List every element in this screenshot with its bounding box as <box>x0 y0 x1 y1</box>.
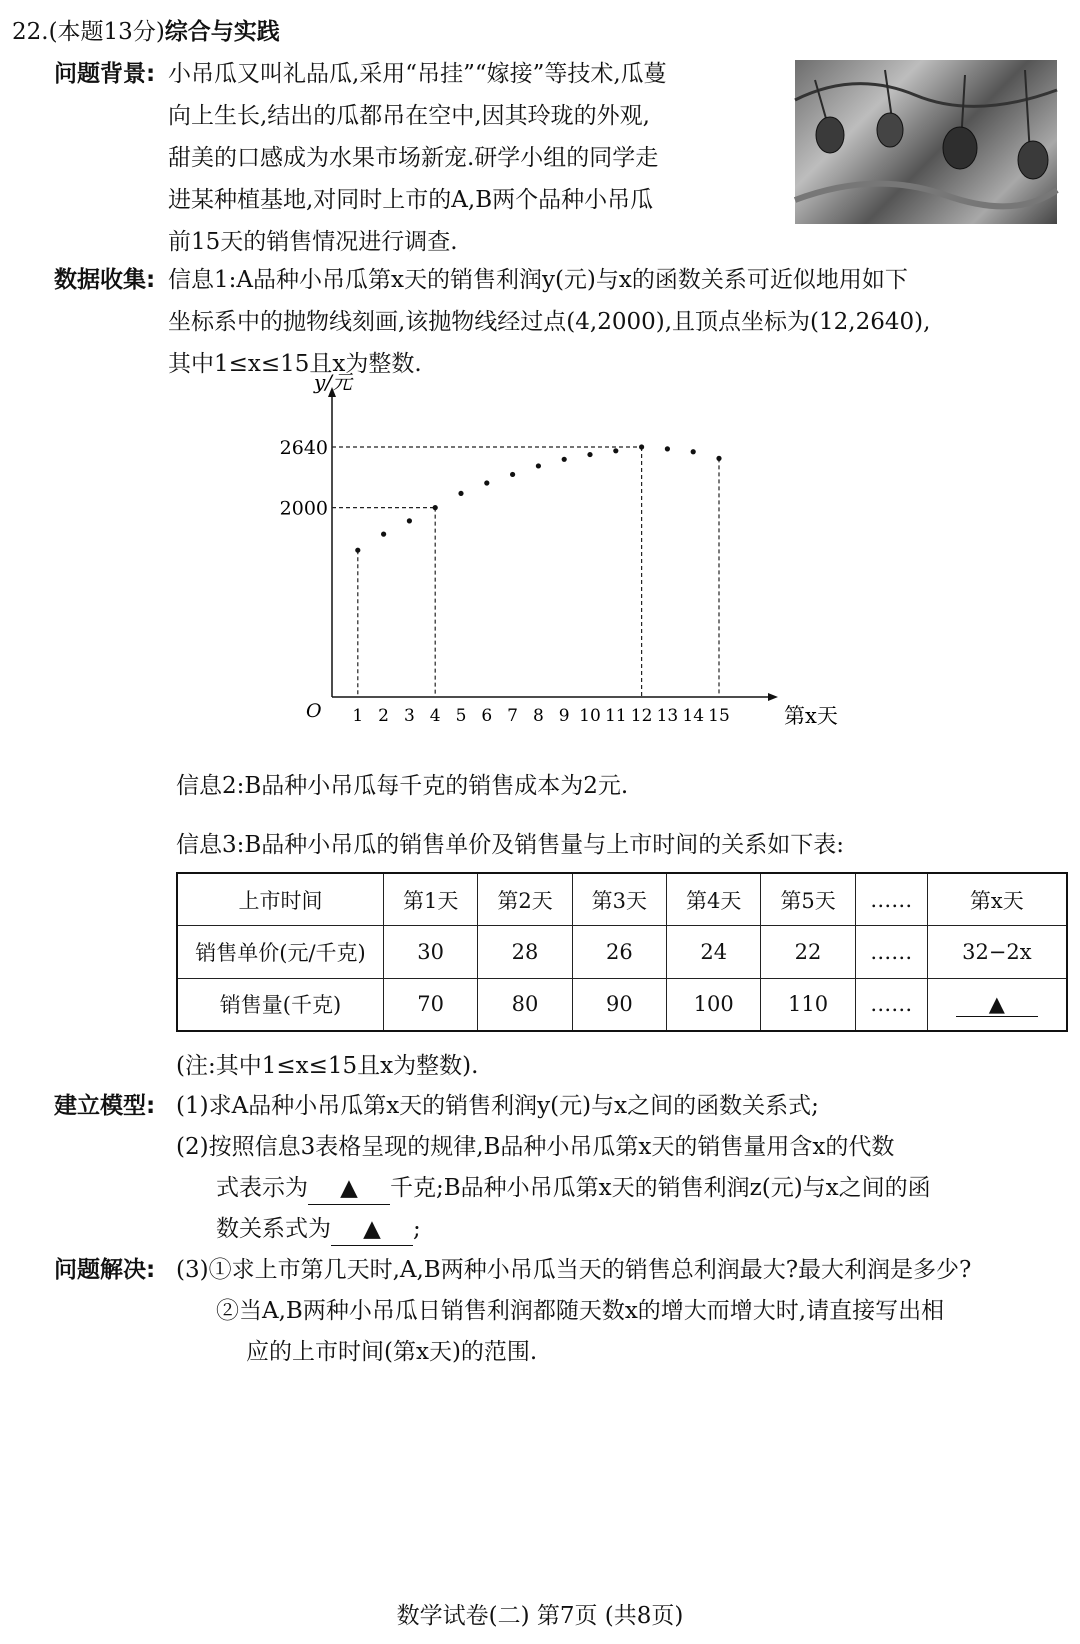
table-cell: 销售量(千克) <box>177 978 384 1031</box>
x-axis-arrow <box>768 693 778 701</box>
q2-text: 式表示为 <box>216 1175 308 1201</box>
y-axis-label: y/元 <box>314 370 353 394</box>
data-point <box>510 472 515 477</box>
table-header-row <box>177 873 1067 926</box>
x-tick-label: 12 <box>630 706 653 726</box>
x-tick-label: 1 <box>352 706 364 726</box>
table-cell: 第x天 <box>927 873 1067 926</box>
table-row <box>177 926 1067 978</box>
question-points: (本题13分) <box>48 19 165 45</box>
background-line: 进某种植基地,对同时上市的A,B两个品种小吊瓜 <box>168 187 654 213</box>
info2-text: 信息2:B品种小吊瓜每千克的销售成本为2元. <box>176 773 629 799</box>
question-title: 综合与实践 <box>164 19 280 45</box>
q3-line1: (3)①求上市第几天时,A,B两种小吊瓜当天的销售总利润最大?最大利润是多少? <box>176 1257 972 1283</box>
table-note: (注:其中1≤x≤15且x为整数). <box>176 1053 479 1079</box>
q2-text: 数关系式为 <box>216 1216 331 1242</box>
table-cell: 第1天 <box>384 873 478 926</box>
x-tick-label: 4 <box>429 706 441 726</box>
table-cell: 第3天 <box>572 873 666 926</box>
data-point <box>716 456 721 461</box>
info1-line: 信息1:A品种小吊瓜第x天的销售利润y(元)与x的函数关系可近似地用如下 <box>168 267 908 293</box>
data-point <box>587 452 592 457</box>
data-point <box>639 444 644 449</box>
x-tick-label: 6 <box>481 706 493 726</box>
data-point <box>562 457 567 462</box>
info1-line: 坐标系中的抛物线刻画,该抛物线经过点(4,2000),且顶点坐标为(12,2640), <box>168 309 931 335</box>
table-cell: 第2天 <box>478 873 572 926</box>
table-cell: …… <box>855 873 927 926</box>
table-cell: 30 <box>384 926 478 978</box>
data-point <box>536 463 541 468</box>
data-point <box>613 448 618 453</box>
x-tick-label: 15 <box>708 706 730 726</box>
x-tick-label: 10 <box>579 706 601 726</box>
answer-blank: ▲ <box>956 992 1038 1017</box>
x-tick-label: 8 <box>532 706 544 726</box>
data-point <box>665 446 670 451</box>
x-tick-label: 11 <box>604 706 627 726</box>
table-cell: 22 <box>761 926 855 978</box>
table-cell: …… <box>855 978 927 1031</box>
q2-line1: (2)按照信息3表格呈现的规律,B品种小吊瓜第x天的销售量用含x的代数 <box>176 1134 895 1160</box>
data-point <box>458 491 463 496</box>
info3-text: 信息3:B品种小吊瓜的销售单价及销售量与上市时间的关系如下表: <box>176 832 845 858</box>
table-cell: 110 <box>761 978 855 1031</box>
data-point <box>355 548 360 553</box>
q3-line2: ②当A,B两种小吊瓜日销售利润都随天数x的增大而增大时,请直接写出相 <box>216 1298 945 1324</box>
table-cell: 90 <box>572 978 666 1031</box>
answer-blank: ▲ <box>331 1213 413 1246</box>
answer-blank: ▲ <box>308 1172 390 1205</box>
question-number: 22. <box>12 19 49 45</box>
x-tick-label: 5 <box>455 706 467 726</box>
info1-text <box>168 259 1068 385</box>
q1-text: (1)求A品种小吊瓜第x天的销售利润y(元)与x之间的函数关系式; <box>176 1093 819 1119</box>
x-tick-label: 14 <box>682 706 705 726</box>
page-footer: 数学试卷(二) 第7页 (共8页) <box>396 1603 684 1629</box>
model-label: 建立模型: <box>54 1093 156 1119</box>
table-cell: 销售单价(元/千克) <box>177 926 384 978</box>
table-cell: …… <box>855 926 927 978</box>
table-cell: 28 <box>478 926 572 978</box>
x-tick-label: 3 <box>403 706 415 726</box>
info1-line: 其中1≤x≤15且x为整数. <box>168 351 422 377</box>
x-tick-label: 7 <box>507 706 519 726</box>
data-point <box>381 532 386 537</box>
background-line: 小吊瓜又叫礼品瓜,采用“吊挂”“嫁接”等技术,瓜蔓 <box>168 61 667 87</box>
table-cell: 上市时间 <box>177 873 384 926</box>
background-label: 问题背景: <box>54 61 156 87</box>
background-line: 向上生长,结出的瓜都吊在空中,因其玲珑的外观, <box>168 103 650 129</box>
table-cell: 第5天 <box>761 873 855 926</box>
profit-chart <box>270 370 838 728</box>
table-cell: 32−2x <box>927 926 1067 978</box>
q2-line2 <box>216 1172 931 1205</box>
x-tick-label: 2 <box>378 706 390 726</box>
x-tick-label: 9 <box>558 706 570 726</box>
solve-label: 问题解决: <box>54 1257 156 1283</box>
x-axis-label: 第x天 <box>784 704 838 728</box>
data-point <box>691 449 696 454</box>
table-cell: 70 <box>384 978 478 1031</box>
data-point <box>407 518 412 523</box>
table-cell: 26 <box>572 926 666 978</box>
data-point <box>484 480 489 485</box>
data-point <box>433 505 438 510</box>
table-row <box>177 978 1067 1031</box>
table-cell: 80 <box>478 978 572 1031</box>
q2-text: 千克;B品种小吊瓜第x天的销售利润z(元)与x之间的函 <box>390 1175 931 1201</box>
background-line: 前15天的销售情况进行调查. <box>168 229 458 255</box>
q2-line3 <box>216 1213 421 1246</box>
q3-line3: 应的上市时间(第x天)的范围. <box>246 1339 538 1365</box>
info3-table <box>176 872 1068 1032</box>
origin-label: O <box>306 700 322 722</box>
question-header <box>12 16 280 48</box>
table-cell <box>927 978 1067 1031</box>
table-cell: 第4天 <box>667 873 761 926</box>
table-cell: 100 <box>667 978 761 1031</box>
x-tick-label: 13 <box>656 706 679 726</box>
melon-photo <box>795 60 1057 224</box>
y-tick-label: 2640 <box>279 437 328 459</box>
table-cell: 24 <box>667 926 761 978</box>
data-collection-label: 数据收集: <box>54 267 156 293</box>
background-text <box>168 53 778 263</box>
y-tick-label: 2000 <box>279 497 328 520</box>
q2-text: ; <box>413 1216 421 1242</box>
background-line: 甜美的口感成为水果市场新宠.研学小组的同学走 <box>168 145 659 171</box>
